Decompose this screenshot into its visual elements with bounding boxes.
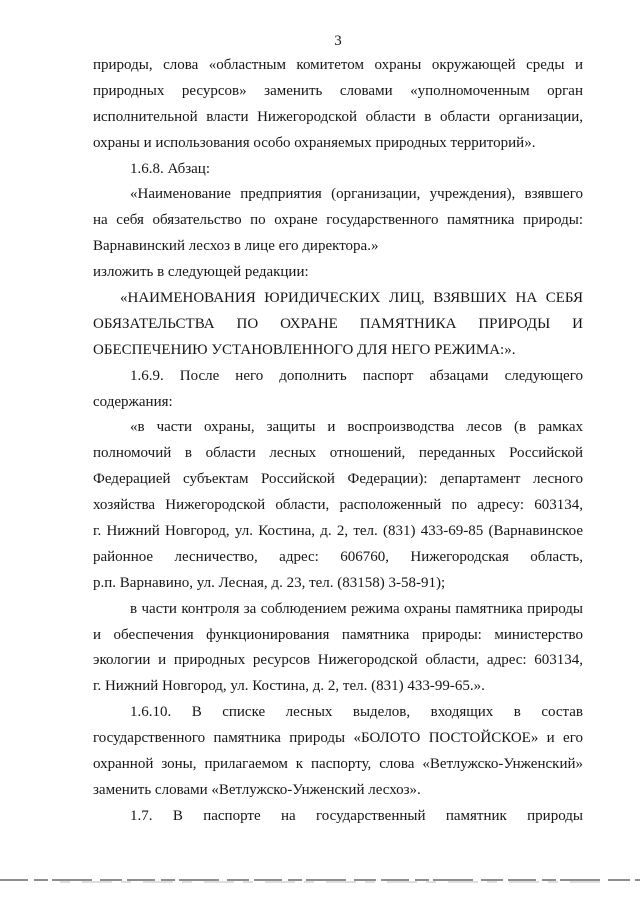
text-line: содержания: xyxy=(93,393,173,410)
text-line: изложить в следующей редакции: xyxy=(93,264,309,281)
text-line: экологии и природных ресурсов Нижегородской области, адрес: 603134, xyxy=(93,652,583,669)
text-line: хозяйства Нижегородской области, расположенный по адресу: 603134, xyxy=(93,497,583,514)
text-line: охраны и использования особо охраняемых природных территорий». xyxy=(93,134,536,151)
text-line: государственного памятника природы «БОЛОТО ПОСТОЙСКОЕ» и его xyxy=(93,730,583,747)
text-line: и обеспечения функционирования памятника природы: министерство xyxy=(93,626,583,643)
text-line: полномочий в области лесных отношений, переданных Российской xyxy=(93,445,583,462)
text-line: природных ресурсов» заменить словами «уполномоченным орган xyxy=(93,82,583,99)
text-line: районное лесничество, адрес: 606760, Нижегородская область, xyxy=(93,548,583,565)
text-line: на себя обязательство по охране государственного памятника природы: xyxy=(93,212,583,229)
text-line: Федерацией субъектам Российской Федерации): департамент лесного xyxy=(93,471,583,488)
text-line: в части контроля за соблюдением режима охраны памятника природы xyxy=(130,600,583,617)
text-line: охранной зоны, прилагаемом к паспорту, слова «Ветлужско-Унженский» xyxy=(93,756,583,773)
text-line: «в части охраны, защиты и воспроизводства лесов (в рамках xyxy=(130,419,583,436)
scan-edge-artifact xyxy=(0,874,640,886)
text-line: «Наименование предприятия (организации, учреждения), взявшего xyxy=(130,186,583,203)
document-body xyxy=(93,53,583,830)
section-heading-line: 1.6.10. В списке лесных выделов, входящих в состав xyxy=(130,704,583,721)
text-line: г. Нижний Новгород, ул. Костина, д. 2, тел. (831) 433-99-65.». xyxy=(93,678,485,695)
text-line: природы, слова «областным комитетом охраны окружающей среды и xyxy=(93,57,583,73)
section-heading-line: 1.6.9. После него дополнить паспорт абзацами следующего xyxy=(130,367,583,384)
text-line: исполнительной власти Нижегородской области в области организации, xyxy=(93,108,583,125)
text-line: г. Нижний Новгород, ул. Костина, д. 2, тел. (831) 433-69-85 (Варнавинское xyxy=(93,523,583,540)
section-heading-line: 1.6.8. Абзац: xyxy=(130,160,210,177)
text-line: «НАИМЕНОВАНИЯ ЮРИДИЧЕСКИХ ЛИЦ, ВЗЯВШИХ НА СЕБЯ xyxy=(120,290,583,307)
section-heading-line: 1.7. В паспорте на государственный памятник природы xyxy=(130,807,583,824)
page-number: 3 xyxy=(334,33,342,49)
text-line: ОБЯЗАТЕЛЬСТВА ПО ОХРАНЕ ПАМЯТНИКА ПРИРОДЫ И xyxy=(93,315,583,332)
text-line: р.п. Варнавино, ул. Лесная, д. 23, тел. (83158) 3-58-91); xyxy=(93,574,446,591)
text-line: ОБЕСПЕЧЕНИЮ УСТАНОВЛЕННОГО ДЛЯ НЕГО РЕЖИМА:». xyxy=(93,341,516,358)
text-line: Варнавинский лесхоз в лице его директора.» xyxy=(93,238,379,255)
text-line: заменить словами «Ветлужско-Унженский лесхоз». xyxy=(93,781,421,798)
